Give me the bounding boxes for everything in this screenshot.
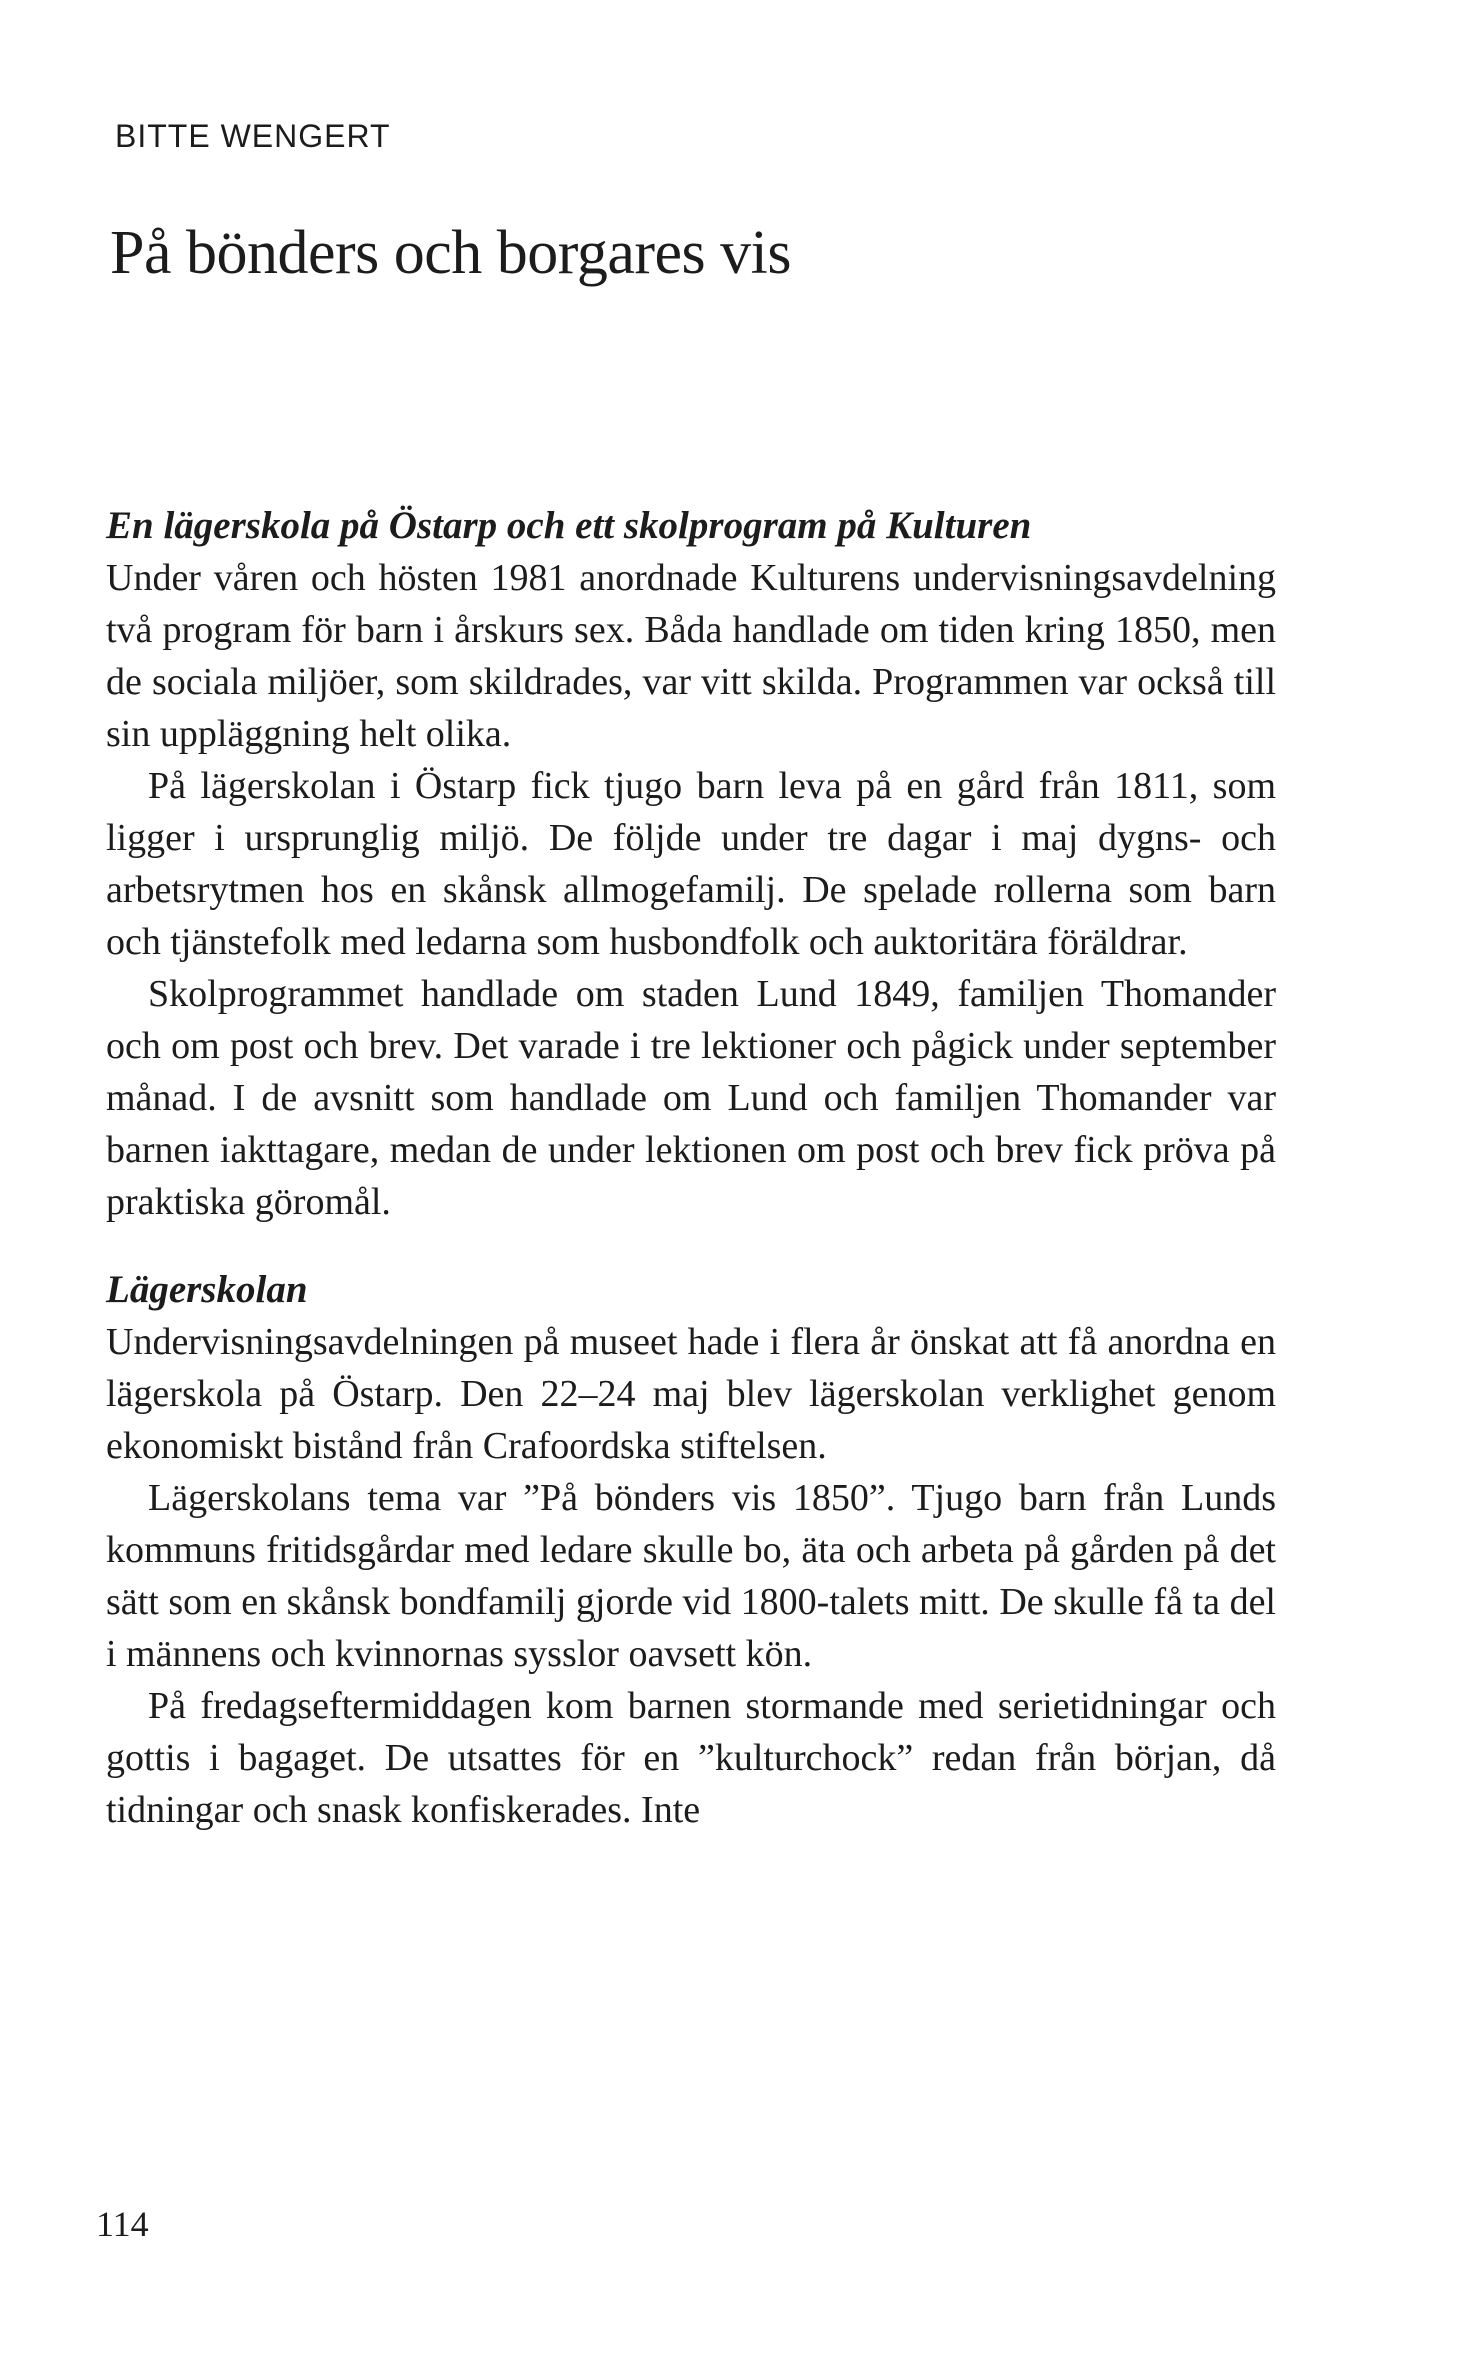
section-heading-lagerskolan: Lägerskolan: [106, 1268, 308, 1311]
paragraph: Lägerskolans tema var ”På bönders vis 1850”. Tjugo barn från Lunds kommuns fritidsgårdar med ledare skulle bo, äta och arbeta på gården på det sätt som en skånsk bondfamilj gjorde vid 1800-talets mitt. De skulle få ta del i männens och kvinnornas sysslor oavsett kön.: [106, 1477, 1276, 1675]
paragraph: På fredagseftermiddagen kom barnen stormande med serietidningar och gottis i bagaget. De utsattes för en ”kulturchock” redan från början, då tidningar och snask konfiskerades. Inte: [106, 1685, 1276, 1831]
paragraph: Skolprogrammet handlade om staden Lund 1849, familjen Thomander och om post och brev. Det varade i tre lektioner och pågick under september månad. I de avsnitt som handlade om Lund och familjen Thomander var barnen iakttagare, medan de under lektionen om post och brev fick pröva på praktiska göromål.: [106, 973, 1276, 1223]
article-body: [106, 500, 1276, 1836]
author-name: BITTE WENGERT: [115, 118, 391, 154]
paragraph: På lägerskolan i Östarp fick tjugo barn leva på en gård från 1811, som ligger i ursprunglig miljö. De följde under tre dagar i maj dygns- och arbetsrytmen hos en skånsk allmogefamilj. De spelade rollerna som barn och tjänstefolk med ledarna som husbondfolk och auktoritära föräldrar.: [106, 765, 1276, 963]
paragraph: Under våren och hösten 1981 anordnade Kulturens undervisningsavdelning två program för barn i årskurs sex. Båda handlade om tiden kring 1850, men de sociala miljöer, som skildrades, var vitt skilda. Programmen var också till sin uppläggning helt olika.: [106, 557, 1276, 755]
paragraph: Undervisningsavdelningen på museet hade i flera år önskat att få anordna en lägerskola på Östarp. Den 22–24 maj blev lägerskolan verklighet genom ekonomiskt bistånd från Crafoordska stiftelsen.: [106, 1321, 1276, 1467]
section-heading-intro: En lägerskola på Östarp och ett skolprogram på Kulturen: [106, 504, 1032, 547]
article-title: På bönders och borgares vis: [110, 219, 792, 287]
page-number: 114: [96, 2204, 149, 2244]
